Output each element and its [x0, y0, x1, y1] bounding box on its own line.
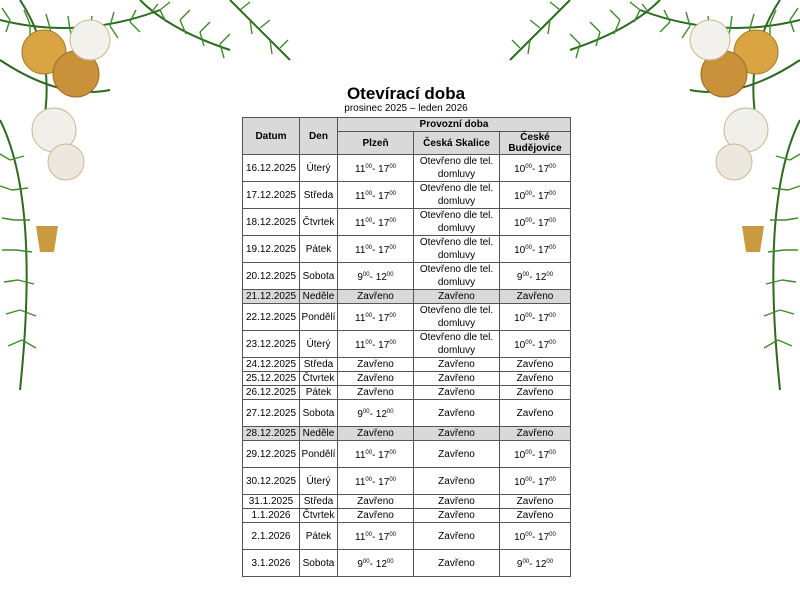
plzen-hours-cell: $11^{00}-$ $17^{00}$ [338, 209, 414, 236]
plzen-hours-cell: $9^{00}-$ $12^{00}$ [338, 263, 414, 290]
plzen-hours-cell: $11^{00}-$ $17^{00}$ [338, 304, 414, 331]
date-cell: 22.12.2025 [243, 304, 300, 331]
budejovice-hours-cell: $10^{00}-$ $17^{00}$ [500, 236, 571, 263]
budejovice-hours-cell: $9^{00}-$ $12^{00}$ [500, 550, 571, 577]
day-cell: Čtvrtek [300, 372, 338, 386]
table-row [243, 209, 571, 236]
day-cell: Čtvrtek [300, 509, 338, 523]
budejovice-hours-cell: $10^{00}-$ $17^{00}$ [500, 182, 571, 209]
day-cell: Úterý [300, 331, 338, 358]
skalice-hours-cell: Zavřeno [414, 400, 500, 427]
skalice-hours-cell: Otevřeno dle tel. domluvy [414, 155, 500, 182]
skalice-hours-cell: Otevřeno dle tel. domluvy [414, 209, 500, 236]
budejovice-hours-cell: $10^{00}-$ $17^{00}$ [500, 155, 571, 182]
plzen-hours-cell: $11^{00}-$ $17^{00}$ [338, 182, 414, 209]
table-row [243, 400, 571, 427]
plzen-hours-cell: $11^{00}-$ $17^{00}$ [338, 331, 414, 358]
budejovice-hours-cell: Zavřeno [500, 495, 571, 509]
date-cell: 29.12.2025 [243, 441, 300, 468]
day-cell: Sobota [300, 400, 338, 427]
column-header-date: Datum [243, 118, 300, 155]
plzen-hours-cell: Zavřeno [338, 358, 414, 372]
budejovice-hours-cell: Zavřeno [500, 427, 571, 441]
table-row [243, 236, 571, 263]
skalice-hours-cell: Otevřeno dle tel. domluvy [414, 236, 500, 263]
skalice-hours-cell: Otevřeno dle tel. domluvy [414, 304, 500, 331]
skalice-hours-cell: Zavřeno [414, 427, 500, 441]
table-row [243, 358, 571, 372]
day-cell: Úterý [300, 155, 338, 182]
column-header-day: Den [300, 118, 338, 155]
day-cell: Sobota [300, 263, 338, 290]
date-cell: 2.1.2026 [243, 523, 300, 550]
date-cell: 16.12.2025 [243, 155, 300, 182]
date-cell: 30.12.2025 [243, 468, 300, 495]
skalice-hours-cell: Otevřeno dle tel. domluvy [414, 331, 500, 358]
day-cell: Pondělí [300, 441, 338, 468]
table-row [243, 523, 571, 550]
date-cell: 25.12.2025 [243, 372, 300, 386]
table-row [243, 427, 571, 441]
day-cell: Středa [300, 495, 338, 509]
date-cell: 1.1.2026 [243, 509, 300, 523]
skalice-hours-cell: Zavřeno [414, 509, 500, 523]
table-row [243, 509, 571, 523]
skalice-hours-cell: Zavřeno [414, 550, 500, 577]
opening-hours-table [242, 117, 571, 577]
date-cell: 26.12.2025 [243, 386, 300, 400]
skalice-hours-cell: Zavřeno [414, 468, 500, 495]
budejovice-hours-cell: $10^{00}-$ $17^{00}$ [500, 304, 571, 331]
skalice-hours-cell: Zavřeno [414, 372, 500, 386]
budejovice-hours-cell: $10^{00}-$ $17^{00}$ [500, 523, 571, 550]
column-header-plzen: Plzeň [338, 132, 414, 155]
budejovice-hours-cell: $9^{00}-$ $12^{00}$ [500, 263, 571, 290]
day-cell: Pátek [300, 236, 338, 263]
column-header-budejovice: České Budějovice [500, 132, 571, 155]
skalice-hours-cell: Zavřeno [414, 441, 500, 468]
budejovice-hours-cell: $10^{00}-$ $17^{00}$ [500, 441, 571, 468]
plzen-hours-cell: Zavřeno [338, 509, 414, 523]
date-cell: 20.12.2025 [243, 263, 300, 290]
column-header-skalice: Česká Skalice [414, 132, 500, 155]
plzen-hours-cell: $11^{00}-$ $17^{00}$ [338, 441, 414, 468]
date-cell: 23.12.2025 [243, 331, 300, 358]
page-subtitle: prosinec 2025 – leden 2026 [344, 103, 468, 114]
table-row [243, 468, 571, 495]
date-cell: 19.12.2025 [243, 236, 300, 263]
skalice-hours-cell: Zavřeno [414, 290, 500, 304]
table-row [243, 550, 571, 577]
table-row [243, 182, 571, 209]
date-cell: 18.12.2025 [243, 209, 300, 236]
table-row [243, 263, 571, 290]
plzen-hours-cell: Zavřeno [338, 290, 414, 304]
date-cell: 3.1.2026 [243, 550, 300, 577]
plzen-hours-cell: $11^{00}-$ $17^{00}$ [338, 523, 414, 550]
budejovice-hours-cell: $10^{00}-$ $17^{00}$ [500, 209, 571, 236]
skalice-hours-cell: Zavřeno [414, 523, 500, 550]
day-cell: Neděle [300, 290, 338, 304]
budejovice-hours-cell: Zavřeno [500, 290, 571, 304]
table-row [243, 290, 571, 304]
day-cell: Úterý [300, 468, 338, 495]
table-row [243, 304, 571, 331]
day-cell: Středa [300, 182, 338, 209]
table-row [243, 495, 571, 509]
day-cell: Sobota [300, 550, 338, 577]
plzen-hours-cell: Zavřeno [338, 386, 414, 400]
plzen-hours-cell: $9^{00}-$ $12^{00}$ [338, 550, 414, 577]
budejovice-hours-cell: Zavřeno [500, 400, 571, 427]
plzen-hours-cell: $11^{00}-$ $17^{00}$ [338, 155, 414, 182]
day-cell: Pondělí [300, 304, 338, 331]
budejovice-hours-cell: Zavřeno [500, 386, 571, 400]
date-cell: 24.12.2025 [243, 358, 300, 372]
date-cell: 28.12.2025 [243, 427, 300, 441]
skalice-hours-cell: Zavřeno [414, 495, 500, 509]
table-row [243, 372, 571, 386]
skalice-hours-cell: Otevřeno dle tel. domluvy [414, 263, 500, 290]
table-row [243, 331, 571, 358]
date-cell: 21.12.2025 [243, 290, 300, 304]
day-cell: Středa [300, 358, 338, 372]
day-cell: Čtvrtek [300, 209, 338, 236]
skalice-hours-cell: Otevřeno dle tel. domluvy [414, 182, 500, 209]
budejovice-hours-cell: Zavřeno [500, 372, 571, 386]
table-row [243, 441, 571, 468]
skalice-hours-cell: Zavřeno [414, 358, 500, 372]
budejovice-hours-cell: $10^{00}-$ $17^{00}$ [500, 468, 571, 495]
plzen-hours-cell: Zavřeno [338, 495, 414, 509]
column-group-header: Provozní doba [338, 118, 571, 132]
day-cell: Pátek [300, 386, 338, 400]
budejovice-hours-cell: Zavřeno [500, 509, 571, 523]
plzen-hours-cell: Zavřeno [338, 427, 414, 441]
day-cell: Neděle [300, 427, 338, 441]
page-title: Otevírací doba [346, 84, 466, 103]
day-cell: Pátek [300, 523, 338, 550]
budejovice-hours-cell: Zavřeno [500, 358, 571, 372]
budejovice-hours-cell: $10^{00}-$ $17^{00}$ [500, 331, 571, 358]
plzen-hours-cell: Zavřeno [338, 372, 414, 386]
plzen-hours-cell: $9^{00}-$ $12^{00}$ [338, 400, 414, 427]
date-cell: 27.12.2025 [243, 400, 300, 427]
table-row [243, 386, 571, 400]
date-cell: 31.1.2025 [243, 495, 300, 509]
plzen-hours-cell: $11^{00}-$ $17^{00}$ [338, 468, 414, 495]
skalice-hours-cell: Zavřeno [414, 386, 500, 400]
date-cell: 17.12.2025 [243, 182, 300, 209]
table-row [243, 155, 571, 182]
plzen-hours-cell: $11^{00}-$ $17^{00}$ [338, 236, 414, 263]
